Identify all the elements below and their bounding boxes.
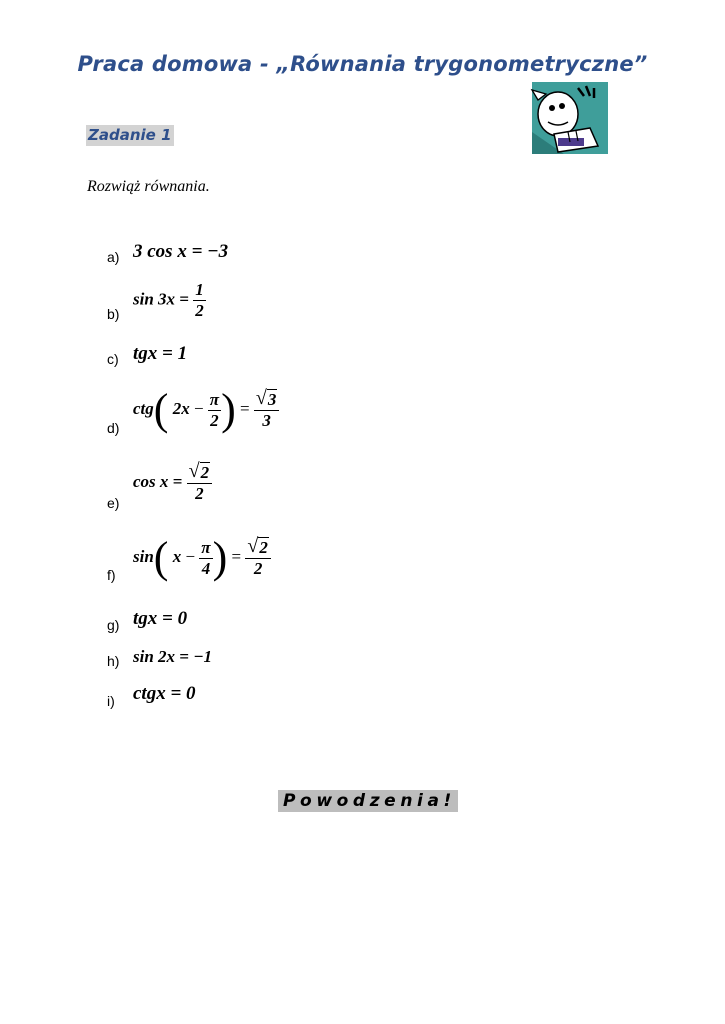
equation-b-rel: = xyxy=(179,289,189,309)
cartoon-worried-character-icon xyxy=(528,82,608,154)
equation-e xyxy=(133,462,212,504)
equation-i-right: 0 xyxy=(186,683,196,704)
fraction xyxy=(193,280,206,321)
task-heading: Zadanie 1 xyxy=(88,126,172,144)
paren-right: ) xyxy=(221,385,236,434)
item-label-i: i) xyxy=(107,693,115,709)
equation-h xyxy=(133,647,212,667)
equation-b-left: sin 3x xyxy=(133,289,176,309)
fraction-denominator: 2 xyxy=(195,301,204,320)
fraction xyxy=(245,537,271,579)
item-label-f: f) xyxy=(107,567,116,583)
radical-sign-icon: √ xyxy=(247,535,259,557)
square-root xyxy=(247,537,269,558)
radicand: 2 xyxy=(259,538,268,557)
equation-d-arg: 2x xyxy=(172,398,190,418)
item-label-a: a) xyxy=(107,249,120,265)
fraction-denominator: 4 xyxy=(199,558,212,579)
equation-h-left: sin 2x xyxy=(133,647,176,666)
item-label-b: b) xyxy=(107,306,120,322)
equation-h-right: −1 xyxy=(193,647,213,666)
paren-left: ( xyxy=(153,533,169,582)
radical-sign-icon: √ xyxy=(188,460,200,482)
fraction xyxy=(208,390,221,431)
equation-h-rel: = xyxy=(179,647,189,666)
equation-f-rel: = xyxy=(231,546,242,566)
equation-a-right: −3 xyxy=(207,241,229,262)
item-label-d: d) xyxy=(107,420,120,436)
square-root xyxy=(256,389,278,410)
radicand: 2 xyxy=(200,463,210,482)
radical-sign-icon: √ xyxy=(255,387,267,409)
minus-sign: − xyxy=(193,398,204,418)
equation-d-fn: ctg xyxy=(133,398,154,418)
fraction-denominator: 2 xyxy=(187,483,213,504)
fraction-denominator: 3 xyxy=(254,410,280,431)
fraction-denominator: 2 xyxy=(208,410,221,431)
square-root xyxy=(189,462,211,483)
equation-i xyxy=(133,683,196,705)
fraction-numerator xyxy=(187,462,213,483)
paren-left: ( xyxy=(153,385,169,434)
fraction-denominator: 2 xyxy=(245,558,271,579)
fraction xyxy=(187,462,213,504)
fraction-numerator xyxy=(254,389,280,410)
equation-e-left: cos x xyxy=(133,471,169,491)
item-label-g: g) xyxy=(107,617,120,633)
equation-d-rel: = xyxy=(239,398,250,418)
equation-i-left: ctgx xyxy=(133,683,166,704)
fraction-numerator: π xyxy=(209,389,220,409)
fraction-numerator xyxy=(245,537,271,558)
equation-b xyxy=(133,280,206,321)
equation-c-rel: = xyxy=(162,343,173,364)
equation-g-rel: = xyxy=(162,608,173,629)
item-label-c: c) xyxy=(107,351,119,367)
equation-f-fn: sin xyxy=(133,546,154,566)
equation-c-right: 1 xyxy=(177,343,188,364)
equation-g-left: tgx xyxy=(133,608,158,629)
equation-a-left: 3 cos x xyxy=(133,241,187,262)
radicand: 3 xyxy=(267,390,277,409)
equation-f xyxy=(133,533,271,582)
page-title: Praca domowa - „Równania trygonometryczne” xyxy=(77,52,648,76)
fraction-numerator: π xyxy=(201,537,211,557)
equation-a-rel: = xyxy=(191,241,203,262)
good-luck-footer: Powodzenia! xyxy=(278,790,458,812)
item-label-h: h) xyxy=(107,653,120,669)
equation-g-right: 0 xyxy=(177,608,188,629)
equation-a xyxy=(133,241,228,263)
minus-sign: − xyxy=(185,546,196,566)
equation-e-rel: = xyxy=(172,471,183,491)
equation-i-rel: = xyxy=(170,683,182,704)
item-label-e: e) xyxy=(107,495,120,511)
equation-g xyxy=(133,608,187,630)
fraction-numerator: 1 xyxy=(195,280,204,299)
paren-right: ) xyxy=(212,533,228,582)
equation-c xyxy=(133,343,187,365)
equation-c-left: tgx xyxy=(133,343,158,364)
fraction xyxy=(199,538,212,579)
fraction xyxy=(254,389,280,431)
equation-f-arg: x xyxy=(172,546,182,566)
equation-d xyxy=(133,385,279,434)
task-instruction: Rozwiąż równania. xyxy=(87,178,210,195)
